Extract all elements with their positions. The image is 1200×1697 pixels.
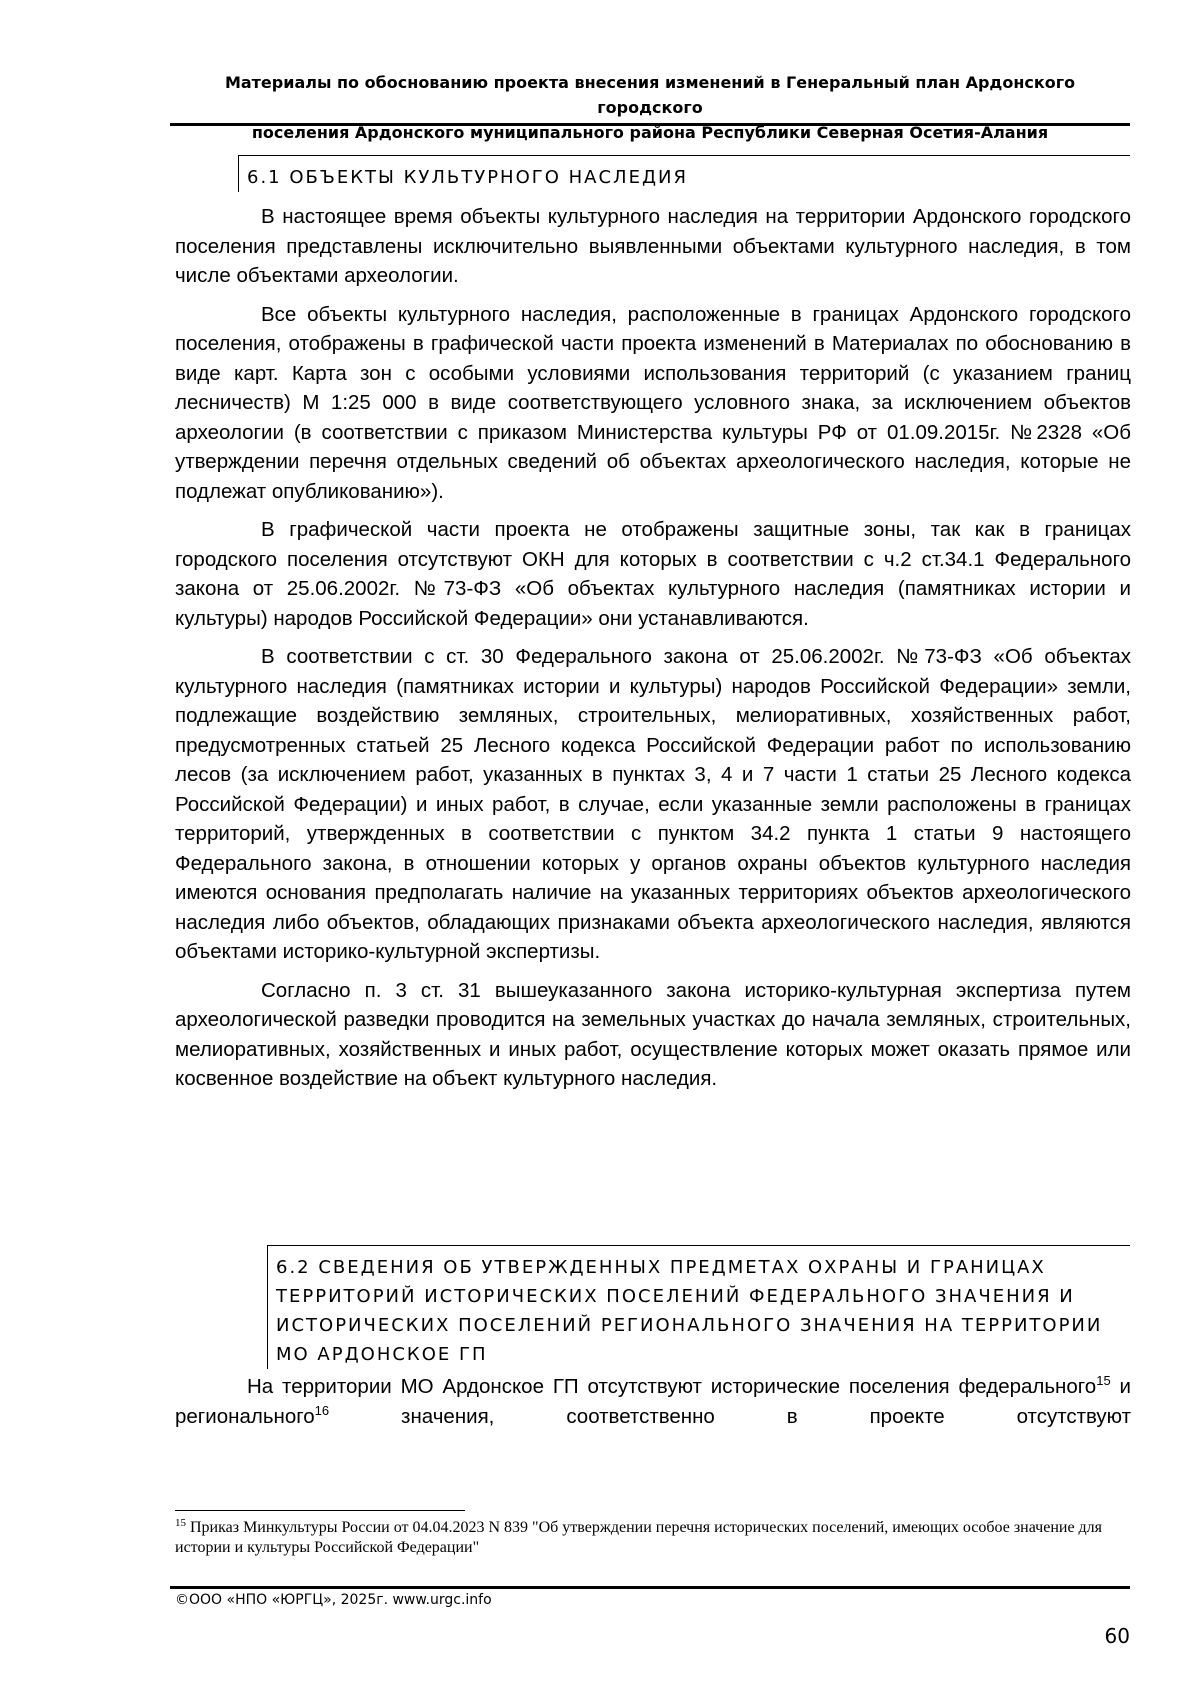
paragraph-text: значения, соответственно в проекте отсутствуют (329, 1404, 1131, 1428)
footnote-ref-16[interactable]: 16 (314, 1402, 330, 1418)
header-line-2: поселения Ардонского муниципального района Республики Северная Осетия-Алания (251, 123, 1049, 142)
footnote-text: Приказ Минкультуры России от 04.04.2023 N 839 "Об утверждении перечня исторических поселений, имеющих особое значение для истории и культуры Российской Федерации" (175, 1519, 1103, 1556)
footer-rule (170, 1586, 1130, 1589)
heading-line: ИСТОРИЧЕСКИХ ПОСЕЛЕНИЙ РЕГИОНАЛЬНОГО ЗНАЧЕНИЯ НА ТЕРРИТОРИИ (276, 1315, 1103, 1336)
heading-line: МО АРДОНСКОЕ ГП (276, 1344, 488, 1365)
paragraph: Все объекты культурного наследия, расположенные в границах Ардонского городского поселения, отображены в графической части проекта изменений в Материалах по обоснованию в виде карт. Карта зон с особыми условиями использования территорий (с указанием границ лесничеств) М 1:25 000 в виде соответствующего условного знака, за исключением объектов археологии (в соответствии с приказом Министерства культуры РФ от 01.09.2015г. №2328 «Об утверждении перечня отдельных сведений об объектах археологического наследия, которые не подлежат опубликованию»). (175, 302, 1131, 503)
paragraph-text: На территории МО Ардонское ГП отсутствуют исторические поселения федерального (247, 1375, 1097, 1398)
footnote-15 (175, 1518, 1131, 1558)
paragraph: В соответствии с ст. 30 Федерального закона от 25.06.2002г. №73-ФЗ «Об объектах культурного наследия (памятниках истории и культуры) народов Российской Федерации» земли, подлежащие воздействию земляных, строительных, мелиоративных, хозяйственных работ, предусмотренных статьей 25 Лесного кодекса Российской Федерации работ по использованию лесов (за исключением работ, указанных в пунктах 3, 4 и 7 части 1 статьи 25 Лесного кодекса Российской Федерации) и иных работ, в случае, если указанные земли расположены в границах территорий, утвержденных в соответствии с пунктом 34.2 пункта 1 статьи 9 настоящего Федерального закона, в отношении которых у органов охраны объектов культурного наследия имеются основания предполагать наличие на указанных территориях объектов археологического наследия либо объектов, обладающих признаками объекта археологического наследия, являются объектами историко-культурной экспертизы. (175, 645, 1131, 963)
section-heading-6-2 (267, 1245, 1130, 1369)
heading-line: ТЕРРИТОРИЙ ИСТОРИЧЕСКИХ ПОСЕЛЕНИЙ ФЕДЕРАЛЬНОГО ЗНАЧЕНИЯ И (276, 1286, 1075, 1307)
paragraph: Согласно п. 3 ст. 31 вышеуказанного закона историко-культурная экспертиза путем археологической разведки проводится на земельных участках до начала земляных, строительных, мелиоративных, хозяйственных и иных работ, осуществление которых может оказать прямое или косвенное воздействие на объект культурного наследия. (175, 978, 1131, 1090)
paragraph-text: и регионального (175, 1375, 1131, 1428)
page-number: 60 (1104, 1624, 1130, 1648)
footnote-rule (175, 1510, 465, 1511)
footer-copyright: ©ООО «НПО «ЮРГЦ», 2025г. www.urgc.info (175, 1592, 492, 1608)
footnote-ref-15[interactable]: 15 (1096, 1373, 1111, 1388)
paragraph (175, 1372, 1131, 1431)
heading-line: 6.2 СВЕДЕНИЯ ОБ УТВЕРЖДЕННЫХ ПРЕДМЕТАХ ОХРАНЫ И ГРАНИЦАХ (276, 1257, 1046, 1278)
footnote-number: 15 (175, 1517, 186, 1529)
section-6-2-body (175, 1372, 1131, 1431)
paragraph: В графической части проекта не отображены защитные зоны, так как в границах городского поселения отсутствуют ОКН для которых в соответствии с ч.2 ст.34.1 Федерального закона от 25.06.2002г. №73-ФЗ «Об объектах культурного наследия (памятниках истории и культуры) народов Российской Федерации» они устанавливаются. (175, 518, 1131, 630)
section-6-1-body (175, 202, 1131, 1103)
section-heading-6-1: 6.1 ОБЪЕКТЫ КУЛЬТУРНОГО НАСЛЕДИЯ (238, 155, 1130, 192)
header-rule (170, 123, 1130, 126)
page-header (170, 70, 1130, 145)
header-line-1: Материалы по обоснованию проекта внесения изменений в Генеральный план Ардонского городского (224, 73, 1076, 117)
paragraph: В настоящее время объекты культурного наследия на территории Ардонского городского поселения представлены исключительно выявленными объектами культурного наследия, в том числе объектами археологии. (175, 205, 1131, 287)
